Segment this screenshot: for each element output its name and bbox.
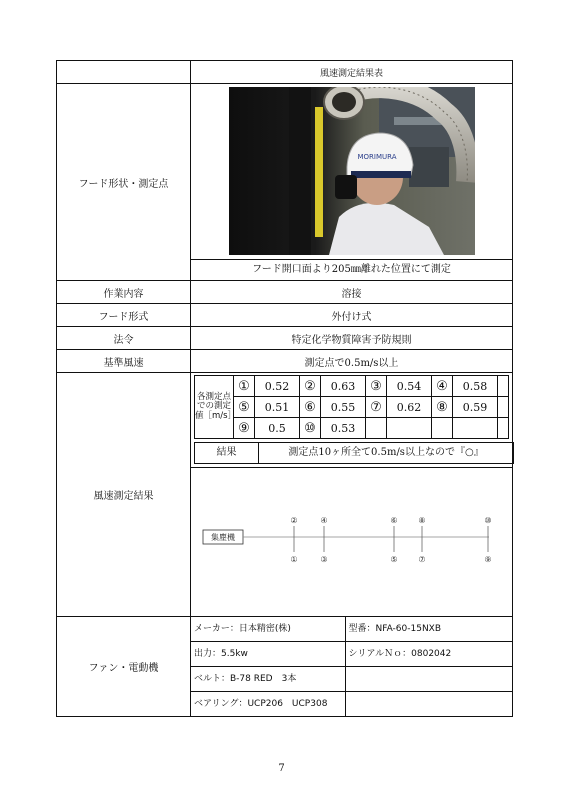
dust-collector-label: 集塵機 [211,533,235,542]
diagram-point-label: ⑤ [390,555,398,564]
fan-model: 型番：NFA-60-15NXB [345,617,513,642]
point-id: ⑦ [366,397,387,418]
point-id: ⑧ [432,397,453,418]
work-content-label: 作業内容 [57,281,191,304]
hood-type-value: 外付け式 [191,304,513,327]
point-id: ⑥ [300,397,321,418]
measurement-values-table [194,375,509,439]
blank-cell [498,418,509,439]
standard-velocity-label: 基準風速 [57,350,191,373]
point-value: 0.63 [321,376,366,397]
law-value: 特定化学物質障害予防規則 [191,327,513,350]
point-value: 0.54 [387,376,432,397]
point-id: ⑩ [300,418,321,439]
result-row [194,442,514,464]
blank-cell [345,667,513,692]
blank-cell [498,397,509,418]
diagram-point-label: ⑧ [418,516,426,525]
point-value: 0.59 [453,397,498,418]
fan-output: 出力：5.5kw [191,642,345,667]
point-value: 0.51 [255,397,300,418]
blank-cell [453,418,498,439]
hood-section-label: フード形状・測定点 [57,84,191,281]
point-value: 0.5 [255,418,300,439]
measurement-report-table [56,60,513,717]
fan-motor-cell [191,617,513,717]
fan-belt: ベルト：B-78 RED 3本 [191,667,345,692]
blank-cell [345,692,513,717]
diagram-point-label: ① [290,555,298,564]
hood-type-label: フード形式 [57,304,191,327]
title-blank-cell [57,61,191,84]
diagram-point-label: ⑥ [390,516,398,525]
fan-serial: シリアルＮｏ：0802042 [345,642,513,667]
fan-spec-table [191,617,513,716]
diagram-point-label: ④ [320,516,328,525]
page-number: 7 [278,763,285,774]
blank-cell [432,418,453,439]
hood-photo-cell [191,84,513,281]
point-description: 各測定点での測定値［m/s］ [195,376,234,439]
diagram-point-label: ⑨ [484,555,492,564]
point-value: 0.55 [321,397,366,418]
point-id: ⑨ [234,418,255,439]
velocity-result-label: 風速測定結果 [57,373,191,617]
diagram-point-label: ③ [320,555,328,564]
work-content-value: 溶接 [191,281,513,304]
photo-illustration [229,87,475,255]
velocity-result-cell [191,373,513,617]
blank-cell [366,418,387,439]
blank-cell [498,376,509,397]
diagram-point-label: ⑩ [484,516,492,525]
fan-bearing: ベアリング：UCP206 UCP308 [191,692,345,717]
point-value: 0.58 [453,376,498,397]
point-value: 0.52 [255,376,300,397]
result-value: 測定点10ヶ所全て0.5m/s以上なので『○』 [288,447,484,458]
report-title: 風速測定結果表 [191,61,513,84]
diagram-point-label: ⑦ [418,555,426,564]
point-value: 0.62 [387,397,432,418]
point-id: ① [234,376,255,397]
blank-cell [387,418,432,439]
standard-velocity-value: 測定点で0.5m/s以上 [191,350,513,373]
point-id: ② [300,376,321,397]
duct-layout-svg [191,468,511,616]
result-label: 結果 [195,443,259,463]
point-value: 0.53 [321,418,366,439]
point-id: ③ [366,376,387,397]
diagram-point-label: ② [290,516,298,525]
law-label: 法令 [57,327,191,350]
helmet-logo-text: MORIMURA [356,153,397,161]
branch-lines [294,526,488,552]
point-id: ⑤ [234,397,255,418]
fan-motor-label: ファン・電動機 [57,617,191,717]
measurement-point-diagram [191,467,512,616]
photo-caption: フード開口面より205㎜離れた位置にて測定 [191,259,512,280]
hood-measurement-photo [229,87,475,255]
point-id: ④ [432,376,453,397]
fan-maker: メーカー：日本精密(株) [191,617,345,642]
